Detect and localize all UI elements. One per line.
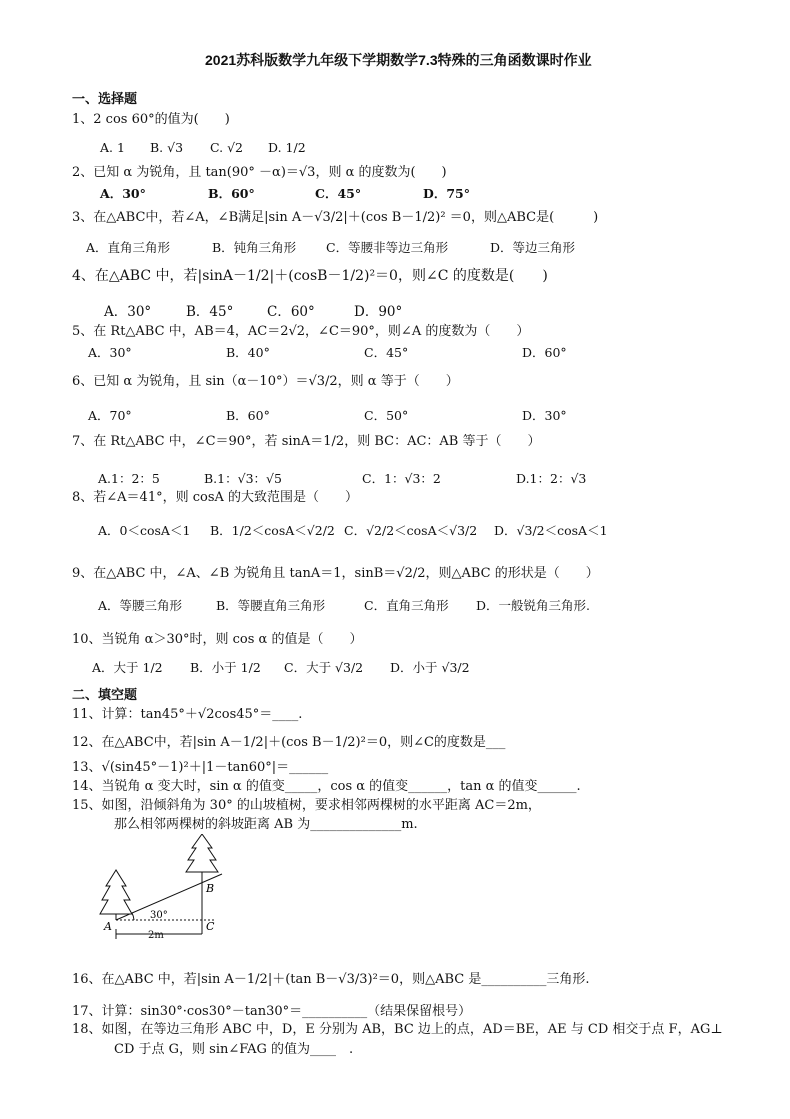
question-8-option-d: D．√3/2＜cosA＜1	[494, 523, 608, 538]
question-1-option-c: C. √2	[210, 140, 243, 155]
question-6-option-c: C．50°	[364, 408, 409, 423]
question-5-option-d: D．60°	[522, 345, 567, 360]
question-18-line-1: 18、如图，在等边三角形 ABC 中，D，E 分别为 AB，BC 边上的点，AD＝BE，AE 与 CD 相交于点 F，AG⊥	[72, 1022, 723, 1037]
slope-tree-figure	[94, 834, 234, 944]
question-15-line-2: 那么相邻两棵树的斜坡距离 AB 为______________m.	[114, 817, 418, 832]
distance-label: 2m	[148, 930, 164, 941]
question-7-stem: 7、在 Rt△ABC 中，∠C＝90°，若 sinA＝1/2，则 BC：AC：AB 等于（ ）	[72, 434, 541, 449]
question-9-option-b: B．等腰直角三角形	[216, 598, 326, 613]
question-3-option-c: C．等腰非等边三角形	[326, 240, 449, 255]
question-4-option-a: A．30°	[104, 304, 152, 320]
point-c-label: C	[206, 920, 215, 933]
point-a-label: A	[104, 920, 112, 933]
question-14: 14、当锐角 α 变大时，sin α 的值变_____，cos α 的值变______，tan α 的值变______.	[72, 779, 581, 794]
question-3-option-b: B．钝角三角形	[212, 240, 297, 255]
question-2-option-b: B．60°	[208, 186, 255, 201]
angle-label: 30°	[150, 910, 168, 921]
question-7-option-a: A.1：2：5	[98, 471, 160, 486]
question-10-option-c: C．大于 √3/2	[284, 660, 364, 675]
question-6-option-b: B．60°	[226, 408, 270, 423]
question-18-line-2: CD 于点 G，则 sin∠FAG 的值为____ .	[114, 1042, 354, 1057]
question-8-stem: 8、若∠A＝41°，则 cosA 的大致范围是（ ）	[72, 490, 359, 505]
question-5-option-b: B．40°	[226, 345, 270, 360]
question-4-option-b: B．45°	[186, 304, 234, 320]
question-2-option-a: A．30°	[100, 186, 146, 201]
question-3-option-a: A．直角三角形	[86, 240, 171, 255]
question-4-option-d: D．90°	[354, 304, 403, 320]
question-11: 11、计算：tan45°＋√2cos45°＝____.	[72, 707, 303, 722]
angle-arc	[132, 913, 134, 920]
question-7-option-c: C．1：√3：2	[362, 471, 441, 486]
question-10-option-d: D．小于 √3/2	[390, 660, 470, 675]
question-7-option-b: B.1：√3：√5	[204, 471, 282, 486]
question-12: 12、在△ABC中，若|sin A－1/2|＋(cos B－1/2)²＝0，则∠C的度数是___	[72, 735, 506, 750]
question-8-option-a: A．0＜cosA＜1	[98, 523, 191, 538]
question-16: 16、在△ABC 中，若|sin A－1/2|＋(tan B－√3/3)²＝0，则△ABC 是__________三角形.	[72, 972, 590, 987]
question-10-stem: 10、当锐角 α＞30°时，则 cos α 的值是（ ）	[72, 632, 363, 647]
question-1-option-a: A. 1	[100, 140, 125, 155]
question-1-stem: 1、2 cos 60°的值为( )	[72, 112, 230, 127]
question-10-option-a: A．大于 1/2	[92, 660, 163, 675]
tree-at-a-icon	[100, 870, 132, 920]
point-b-label: B	[206, 882, 215, 895]
question-6-option-a: A．70°	[88, 408, 132, 423]
question-17: 17、计算：sin30°·cos30°－tan30°＝__________（结果保留根号）	[72, 1004, 472, 1019]
question-5-option-c: C．45°	[364, 345, 409, 360]
question-3-option-d: D．等边三角形	[490, 240, 576, 255]
question-8-option-c: C．√2/2＜cosA＜√3/2	[344, 523, 478, 538]
tree-at-b-icon	[186, 834, 218, 882]
question-4-stem: 4、在△ABC 中，若|sinA－1/2|＋(cosB－1/2)²＝0，则∠C 的度数是( )	[72, 268, 548, 284]
page-title: 2021苏科版数学九年级下学期数学7.3特殊的三角函数课时作业	[205, 52, 592, 68]
question-5-stem: 5、在 Rt△ABC 中，AB＝4，AC＝2√2，∠C＝90°，则∠A 的度数为（ ）	[72, 324, 530, 339]
question-13: 13、√(sin45°－1)²＋|1－tan60°|＝______	[72, 760, 329, 775]
question-8-option-b: B．1/2＜cosA＜√2/2	[210, 523, 335, 538]
question-4-option-c: C．60°	[267, 304, 315, 320]
question-1-option-d: D. 1/2	[268, 140, 306, 155]
question-2-option-d: D．75°	[423, 186, 470, 201]
question-1-option-b: B. √3	[150, 140, 184, 155]
section-choice-heading: 一、选择题	[72, 92, 138, 107]
question-2-option-c: C．45°	[315, 186, 362, 201]
question-9-stem: 9、在△ABC 中，∠A、∠B 为锐角且 tanA＝1，sinB＝√2/2，则△ABC 的形状是（ ）	[72, 566, 599, 581]
question-15-line-1: 15、如图，沿倾斜角为 30° 的山坡植树，要求相邻两棵树的水平距离 AC＝2m，	[72, 798, 541, 813]
question-6-option-d: D．30°	[522, 408, 567, 423]
question-5-option-a: A．30°	[88, 345, 132, 360]
question-7-option-d: D.1：2：√3	[516, 471, 587, 486]
question-9-option-d: D．一般锐角三角形.	[476, 598, 590, 613]
question-6-stem: 6、已知 α 为锐角，且 sin（α－10°）＝√3/2，则 α 等于（ ）	[72, 374, 459, 389]
question-2-stem: 2、已知 α 为锐角，且 tan(90° －α)＝√3，则 α 的度数为( )	[72, 165, 447, 180]
question-9-option-a: A．等腰三角形	[98, 598, 183, 613]
question-10-option-b: B．小于 1/2	[190, 660, 261, 675]
section-fill-heading: 二、填空题	[72, 688, 138, 703]
question-3-stem: 3、在△ABC中，若∠A，∠B满足|sin A－√3/2|＋(cos B－1/2)² ＝0，则△ABC是( )	[72, 210, 599, 225]
question-9-option-c: C．直角三角形	[364, 598, 449, 613]
